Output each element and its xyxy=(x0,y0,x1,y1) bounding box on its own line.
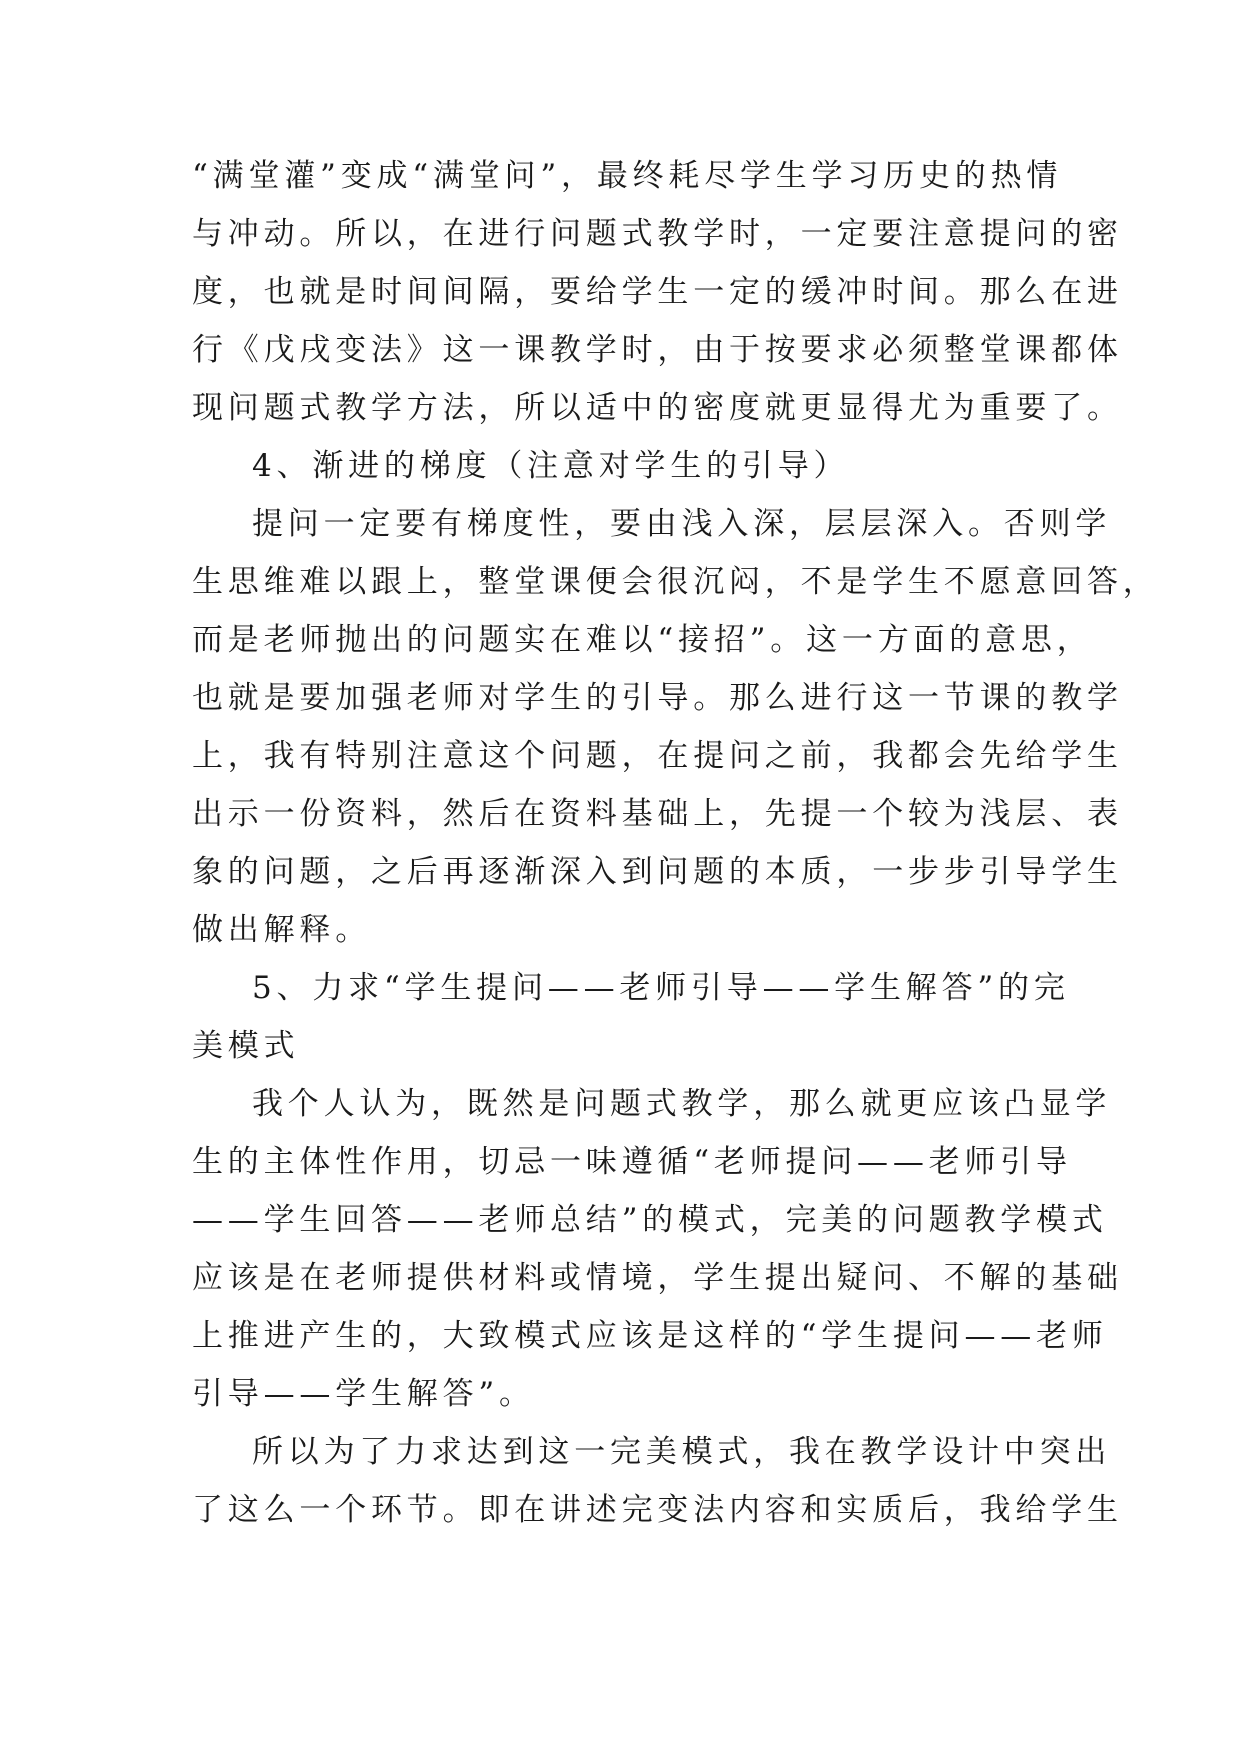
text-line: 提问一定要有梯度性，要由浅入深，层层深入。否则学 xyxy=(252,506,1112,542)
text-line: 上推进产生的，大致模式应该是这样的“学生提问——老师 xyxy=(192,1318,1108,1354)
text-line: 应该是在老师提供材料或情境，学生提出疑问、不解的基础 xyxy=(192,1260,1123,1296)
text-line: 行《戊戌变法》这一课教学时，由于按要求必须整堂课都体 xyxy=(192,332,1123,368)
text-line: 与冲动。所以，在进行问题式教学时，一定要注意提问的密 xyxy=(192,216,1123,252)
text-line: 生思维难以跟上，整堂课便会很沉闷，不是学生不愿意回答， xyxy=(192,564,1159,600)
text-line: 象的问题，之后再逐渐深入到问题的本质，一步步引导学生 xyxy=(192,854,1123,890)
text-line: 我个人认为，既然是问题式教学，那么就更应该凸显学 xyxy=(252,1086,1112,1122)
text-line: “满堂灌”变成“满堂问”，最终耗尽学生学习历史的热情 xyxy=(192,158,1063,194)
section-heading-4: 4、渐进的梯度（注意对学生的引导） xyxy=(252,448,850,484)
text-line: 上，我有特别注意这个问题，在提问之前，我都会先给学生 xyxy=(192,738,1123,774)
text-line: 现问题式教学方法，所以适中的密度就更显得尤为重要了。 xyxy=(192,390,1123,426)
text-line: 了这么一个环节。即在讲述完变法内容和实质后，我给学生 xyxy=(192,1492,1123,1528)
text-line: 而是老师抛出的问题实在难以“接招”。这一方面的意思， xyxy=(192,622,1093,658)
text-line: 做出解释。 xyxy=(192,912,371,948)
section-heading-5: 5、力求“学生提问——老师引导——学生解答”的完 xyxy=(252,970,1070,1006)
text-line: 度，也就是时间间隔，要给学生一定的缓冲时间。那么在进 xyxy=(192,274,1123,310)
text-line: 所以为了力求达到这一完美模式，我在教学设计中突出 xyxy=(252,1434,1112,1470)
text-line: 也就是要加强老师对学生的引导。那么进行这一节课的教学 xyxy=(192,680,1123,716)
text-line: ——学生回答——老师总结”的模式，完美的问题教学模式 xyxy=(192,1202,1108,1238)
text-line: 引导——学生解答”。 xyxy=(192,1376,535,1412)
section-heading-5-cont: 美模式 xyxy=(192,1028,300,1064)
text-line: 出示一份资料，然后在资料基础上，先提一个较为浅层、表 xyxy=(192,796,1123,832)
text-line: 生的主体性作用，切忌一味遵循“老师提问——老师引导 xyxy=(192,1144,1072,1180)
